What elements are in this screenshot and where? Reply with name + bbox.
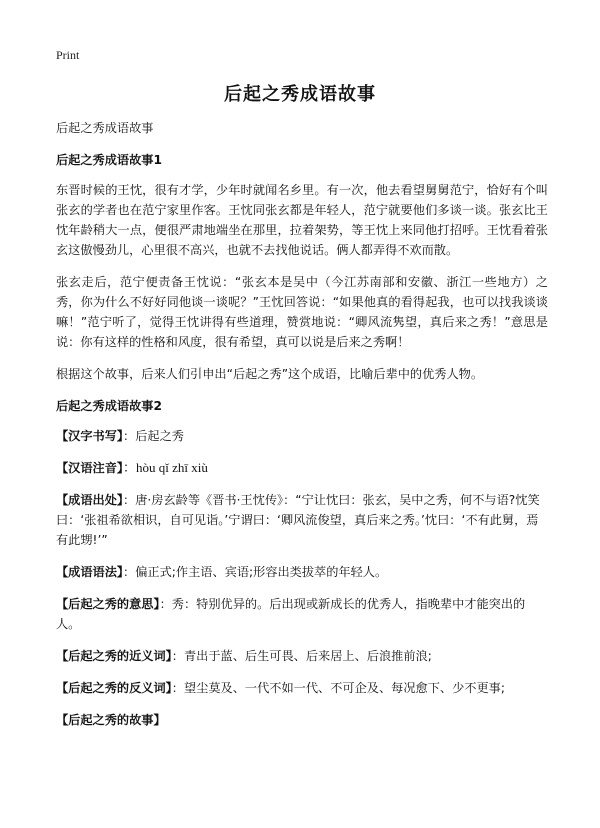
field-label: 【后起之秀的故事】 — [56, 713, 166, 727]
field-label: 【成语出处】 — [56, 493, 124, 507]
field-value: ：青出于蓝、后生可畏、后来居上、后浪推前浪; — [171, 649, 432, 663]
section-heading-story-2: 后起之秀成语故事2 — [56, 399, 162, 413]
field-value: ：hòu qǐ zhī xiù — [123, 460, 208, 475]
field-label: 【后起之秀的意思】 — [56, 597, 160, 611]
field-value: ：望尘莫及、一代不如一代、不可企及、每况愈下、少不更事; — [171, 681, 505, 695]
field-label: 【成语语法】 — [56, 565, 124, 579]
field-meaning — [56, 594, 548, 634]
section-heading-story-1: 后起之秀成语故事1 — [56, 153, 162, 167]
document-body — [56, 118, 548, 742]
story-1-paragraph-3: 根据这个故事，后来人们引申出“后起之秀”这个成语，比喻后辈中的优秀人物。 — [56, 367, 484, 381]
field-story — [56, 710, 548, 730]
field-label: 【汉字书写】 — [56, 429, 124, 443]
field-source — [56, 490, 548, 550]
field-hanzi-writing — [56, 426, 548, 446]
field-value: ：偏正式;作主语、宾语;形容出类拔萃的年轻人。 — [123, 565, 388, 579]
field-value: ：后起之秀 — [123, 429, 184, 443]
field-antonyms — [56, 678, 548, 698]
field-label: 【后起之秀的近义词】 — [56, 649, 172, 663]
field-value: ：秀：特别优异的。后出现或新成长的优秀人，指晚辈中才能突出的人。 — [56, 597, 526, 631]
field-label: 【后起之秀的反义词】 — [56, 681, 172, 695]
field-synonyms — [56, 646, 548, 666]
document-subtitle: 后起之秀成语故事 — [56, 121, 154, 135]
page-title: 后起之秀成语故事 — [224, 84, 376, 105]
field-label: 【汉语注音】 — [56, 461, 124, 475]
story-1-paragraph-2: 张玄走后，范宁便责备王忱说：“张玄本是吴中（今江苏南部和安徽、浙江一些地方）之秀，你为什么不好好同他谈一谈呢？”王忱回答说：“如果他真的看得起我，也可以找我谈谈嘛！”范宁听了，觉得王忱讲得有些道理，赞赏地说：“卿风流隽望，真后来之秀！”意思是说：你有这样的性格和风度，很有希望，真可以说是后来之秀啊！ — [56, 275, 548, 349]
field-value: ：唐·房玄龄等《晋书·王忱传》：“宁让忱曰：张玄，吴中之秀，何不与语?忱笑曰：‘张祖希欲相识，自可见诣。’宁谓曰：‘卿风流俊望，真后来之秀。’忱曰：‘不有此舅，焉有此甥!’” — [56, 493, 540, 547]
field-grammar — [56, 562, 548, 582]
story-1-paragraph-1: 东晋时候的王忱，很有才学，少年时就闻名乡里。有一次，他去看望舅舅范宁，恰好有个叫张玄的学者也在范宁家里作客。王忱同张玄都是年轻人，范宁就要他们多谈一谈。张玄比王忱年龄稍大一点，便很严肃地端坐在那里，拉着架势，等王忱上来同他打招呼。王忱看着张玄这傲慢劲儿，心里很不高兴，也就不去找他说话。俩人都弄得不欢而散。 — [56, 183, 548, 257]
print-label: Print — [56, 48, 80, 62]
field-pinyin — [56, 458, 548, 478]
